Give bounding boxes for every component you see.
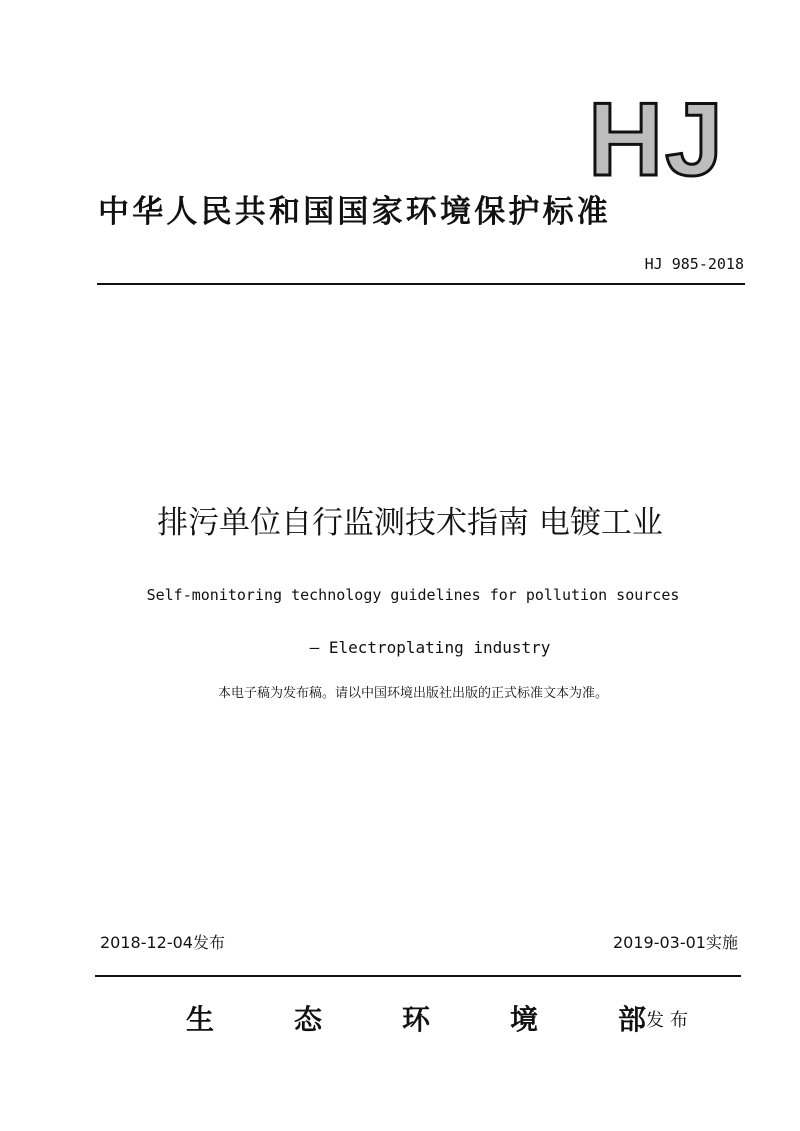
hj-logo: HJ	[588, 82, 725, 198]
publish-verb: 发布	[646, 1010, 694, 1031]
standard-code: HJ 985-2018	[644, 255, 744, 273]
implementation-date: 2019-03-01实施	[613, 933, 738, 952]
header-divider	[97, 283, 745, 285]
document-title-zh: 排污单位自行监测技术指南 电镀工业	[157, 505, 663, 541]
release-note: 本电子稿为发布稿。请以中国环境出版社出版的正式标准文本为准。	[217, 686, 608, 701]
issue-date: 2018-12-04发布	[100, 933, 225, 952]
publisher-char: 环	[402, 1003, 431, 1036]
document-subtitle-en: — Electroplating industry	[309, 638, 551, 657]
publisher-char: 部	[618, 1003, 647, 1036]
footer-divider	[95, 975, 741, 977]
publisher-char: 生	[186, 1003, 215, 1036]
document-title-en: Self-monitoring technology guidelines for pollution sources	[146, 586, 680, 604]
organization-title: 中华人民共和国国家环境保护标准	[98, 194, 611, 230]
publisher-char: 态	[294, 1003, 323, 1036]
publisher	[186, 998, 726, 1038]
publisher-char: 境	[510, 1003, 539, 1036]
